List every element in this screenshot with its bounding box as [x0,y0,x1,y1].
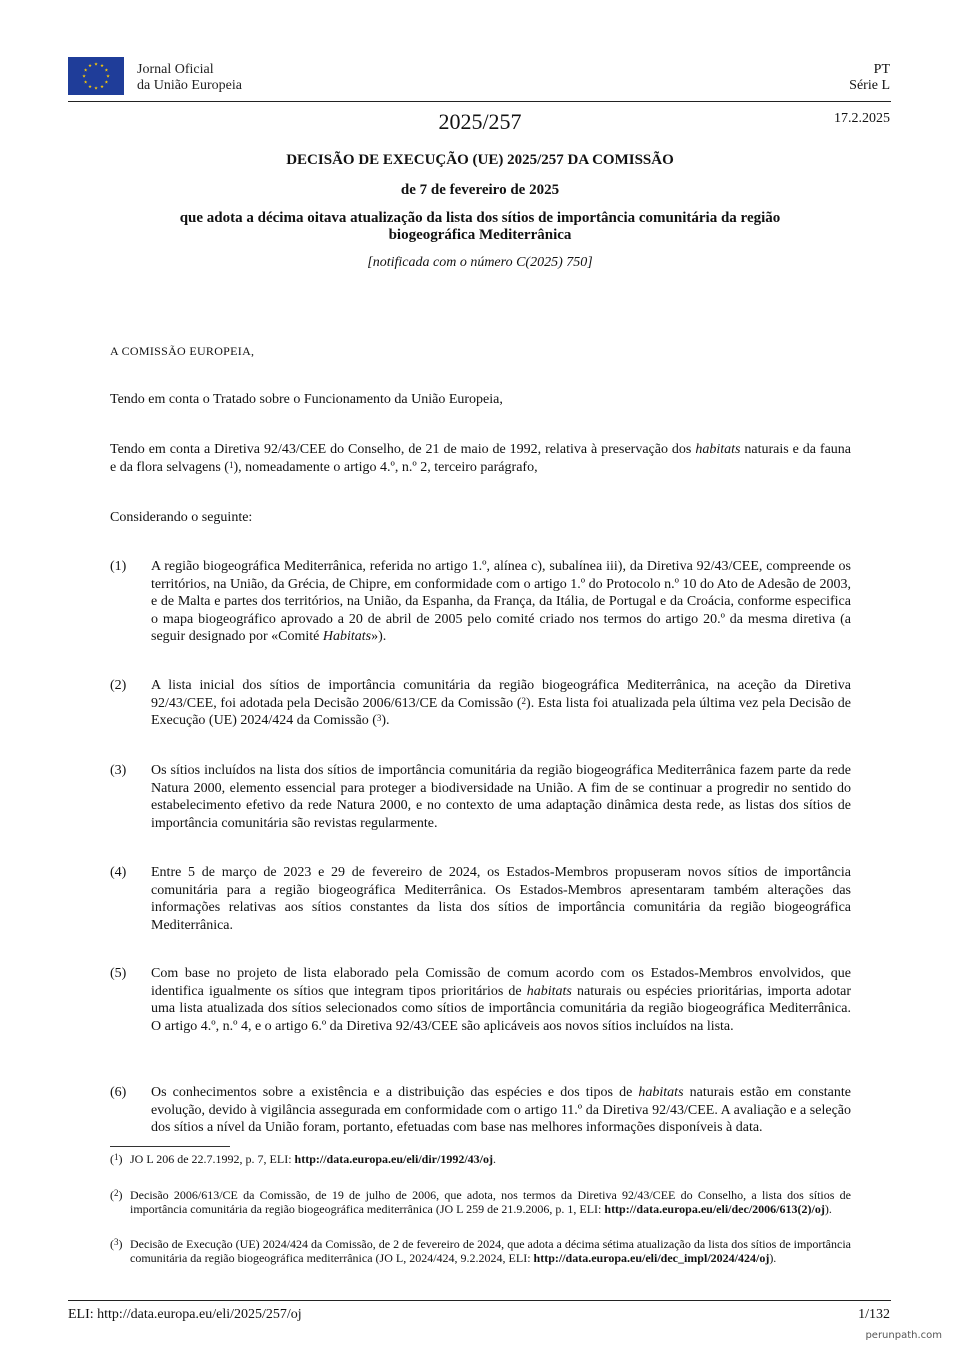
text-span: A região biogeográfica Mediterrânica, referida no artigo 1.º, alínea c), subalínea iii), da Diretiva 92/43/CEE, compreende os territórios, na União, da Grécia, de Chipre, em conformidade com o artigo 1.º do Protocolo n.º 10 do Ato de Adesão de 2003, e de Malta e partes dos territórios, na União, da Espanha, da França, da Itália, de Portugal e da Croácia, conforme especifica o mapa biogeográfico aprovado a 20 de abril de 2005 pelo comité criado nos termos do artigo 20.º da mesma diretiva (a seguir designado por «Comité [151,559,851,644]
italic-term: habitats [638,1085,684,1100]
footnote-ref[interactable]: 1 [228,459,234,470]
footnote-text [130,1152,851,1166]
citation-directive [110,441,851,476]
decision-title: DECISÃO DE EXECUÇÃO (UE) 2025/257 DA COMISSÃO [286,152,674,168]
text-span: Os conhecimentos sobre a existência e a distribuição das espécies e dos tipos de [151,1085,639,1100]
text-span: naturais estão em constante evolução, devido à vigilância assegurada em conformidade com o artigo 11.º da Diretiva 92/43/CEE. A avaliação e a seleção dos sítios a nível da União foram, portanto, efetuadas com base nas melhores informações disponíveis à data. [151,1085,851,1135]
flag-star: ★ [99,84,105,90]
language-series [849,62,890,94]
recital-number: (6) [110,1085,127,1100]
text-span: . [493,1152,496,1166]
eli-footer-link[interactable]: ELI: http://data.europa.eu/eli/2025/257/oj [68,1307,302,1322]
text-span: JO L 206 de 22.7.1992, p. 7, ELI: [130,1152,295,1166]
notification-number: [notificada com o número C(2025) 750] [367,255,593,270]
recital-1 [110,558,851,646]
flag-star: ★ [93,62,99,68]
footer-divider [68,1300,891,1301]
text-span: ). [824,1202,832,1216]
italic-term: habitats [526,983,572,999]
recital-4 [110,864,851,934]
text-span: Tendo em conta a Diretiva 92/43/CEE do Conselho, de 21 de maio de 1992, relativa à preservação dos [110,442,696,457]
document-number: 2025/257 [438,109,522,134]
recital-5 [110,965,851,1035]
footnote-ref[interactable]: 3 [376,713,382,723]
considering-intro: Considerando o seguinte: [110,510,253,525]
flag-star: ★ [104,80,109,86]
footnote-2 [110,1188,851,1216]
eli-link[interactable]: http://data.europa.eu/eli/dec/2006/613(2)/oj [604,1202,825,1216]
recital-text: Os sítios incluídos na lista dos sítios de importância comunitária da região biogeográfica Mediterrânica fazem parte da rede Natura 2000, elemento essencial para proteger a biodiversidade na União. A fim de se continuar a progredir no sentido do estabelecimento efetivo da rede Natura 2000, e no contexto de uma adaptação dinâmica desta rede, as listas dos sítios de importância comunitária são revistas regularmente. [151,763,851,831]
flag-star: ★ [81,74,87,80]
publication-date: 17.2.2025 [834,111,890,126]
footnote-3 [110,1237,851,1265]
footnote-number: ($^1$) [110,1152,123,1166]
flag-star: ★ [87,84,93,90]
eu-stars-icon [68,57,124,95]
recital-text: Entre 5 de março de 2023 e 29 de fevereiro de 2024, os Estados-Membros propuseram novos sítios de importância comunitária para a região biogeográfica Mediterrânica. Os Estados-Membros apresentaram também alterações das informações relativas aos sítios constantes da lista dos sítios de importância comunitária da região biogeográfica Mediterrânica. [151,865,851,933]
flag-star: ★ [83,68,88,74]
journal-line-2: da União Europeia [137,78,242,93]
flag-star: ★ [93,86,99,92]
recital-2 [110,677,851,730]
watermark: perunpath.com [865,1330,942,1341]
subject-line-1: que adota a décima oitava atualização da lista dos sítios de importância comunitária da região [179,210,781,226]
recital-text [151,965,851,1035]
recital-text [151,677,851,730]
language-code: PT [873,62,890,77]
text-span: »). [371,629,387,644]
subject-line-2: biogeográfica Mediterrânica [388,227,572,243]
italic-term: habitats [695,442,741,457]
footnote-number: ($^3$) [110,1237,123,1251]
text-span: Com base no projeto de lista elaborado pela Comissão de comum acordo com os Estados-Membros envolvidos, que identifica igualmente os sítios que integram tipos prioritários de [151,966,851,999]
eu-flag-logo [68,57,124,95]
decision-date: de 7 de fevereiro de 2025 [400,182,560,198]
text-span: Decisão de Execução (UE) 2024/424 da Comissão, de 2 de fevereiro de 2024, que adota a décima sétima atualização da lista dos sítios de importância comunitária da região biogeográfica mediterrânica (JO L, 2024/424, 9.2.2024, ELI: [130,1237,851,1265]
series-label: Série L [849,78,890,93]
flag-star: ★ [99,64,105,70]
recital-number: (2) [110,678,127,693]
footnote-text [130,1188,851,1216]
recital-number: (1) [110,559,127,574]
recital-number: (5) [110,966,127,981]
text-span: naturais ou espécies prioritárias, importa adotar uma lista atualizada dos sítios selecionados como sítios de importância comunitária da região biogeográfica Mediterrânica. O artigo 4.º, n.º 4, e o artigo 6.º da Diretiva 92/43/CEE são aplicáveis aos novos sítios incluídos na lista. [151,983,852,1034]
footnote-1 [110,1152,851,1166]
italic-term: Habitats [322,629,372,644]
journal-name [137,62,242,94]
eli-link[interactable]: http://data.europa.eu/eli/dec_impl/2024/424/oj [533,1251,770,1265]
recital-text [151,1084,851,1137]
footnote-index: 2 [114,1188,119,1198]
header-divider [68,101,891,102]
flag-star: ★ [87,64,93,70]
flag-star: ★ [83,80,88,86]
flag-star: ★ [104,68,109,74]
footnote-index: 3 [114,1237,119,1247]
recital-6 [110,1084,851,1137]
footnote-divider [110,1146,230,1147]
footnote-ref[interactable]: 2 [521,695,527,706]
text-span: Decisão 2006/613/CE da Comissão, de 19 de julho de 2006, que adota, nos termos da Diretiva 92/43/CEE do Conselho, a lista dos sítios de importância comunitária da região biogeográfica mediterrânica (JO L 259 de 21.9.2006, p. 1, ELI: [130,1188,851,1216]
eli-link[interactable]: http://data.europa.eu/eli/dir/1992/43/oj [294,1152,493,1166]
journal-line-1: Jornal Oficial [137,62,214,77]
footnote-text [130,1237,851,1265]
recital-3 [110,762,851,832]
commission-heading: A COMISSÃO EUROPEIA, [110,344,255,358]
footnote-number: ($^2$) [110,1188,123,1202]
text-span: A lista inicial dos sítios de importância comunitária da região biogeográfica Mediterrânica, na aceção da Diretiva 92/43/CEE, foi adotada pela Decisão 2006/613/CE da Comissão ( [151,678,851,711]
page-number: 1/132 [858,1307,890,1322]
text-span: ). [381,713,390,728]
footnote-index: 1 [114,1152,119,1162]
text-span: naturais e da fauna e da flora selvagens ( [110,442,852,475]
text-span: ). [769,1251,777,1265]
recital-text [151,558,851,646]
text-span: ). Esta lista foi atualizada pela última vez pela Decisão de Execução (UE) 2024/424 da Comissão ( [151,695,852,728]
decision-subject [110,210,850,244]
recital-number: (4) [110,865,127,880]
flag-star: ★ [105,74,111,80]
citation-treaty: Tendo em conta o Tratado sobre o Funcionamento da União Europeia, [110,392,503,407]
text-span: ), nomeadamente o artigo 4.º, n.º 2, terceiro parágrafo, [233,459,538,475]
recital-number: (3) [110,763,127,778]
